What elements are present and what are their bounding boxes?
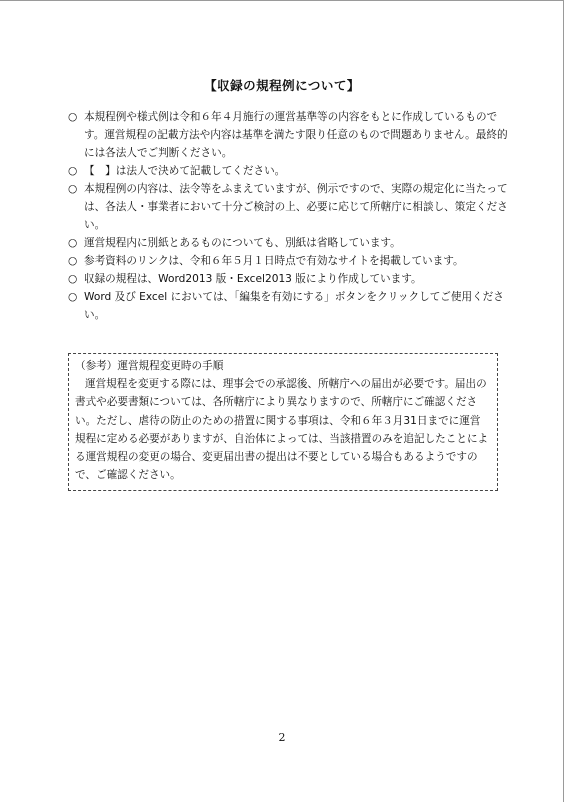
circle-bullet-icon: ○ [68,183,78,195]
list-item [68,162,508,180]
list-item [68,234,508,252]
note-text: 参考資料のリンクは、令和６年５月１日時点で有効なサイトを掲載しています。 [84,255,464,267]
list-item [68,288,508,324]
page-number: 2 [278,731,286,744]
note-text: 運営規程内に別紙とあるものについても、別紙は省略しています。 [84,237,401,249]
list-item [68,252,508,270]
reference-heading: （参考）運営規程変更時の手順 [75,360,224,372]
note-text: 本規程例の内容は、法令等をふまえていますが、例示ですので、実際の規定化に当たっては、各法人・事業者において十分ご検討の上、必要に応じて所轄庁に相談し、策定ください。 [84,183,508,231]
circle-bullet-icon: ○ [68,291,78,303]
list-item [68,108,508,162]
reference-body: 運営規程を変更する際には、理事会での承認後、所轄庁への届出が必要です。届出の書式や必要書類については、各所轄庁により異なりますので、所轄庁にご確認ください。ただし、虐待の防止のための措置に関する事項は、令和６年３月31日までに運営規程に定める必要がありますが、自治体によっては、当該措置のみを追記したことによる運営規程の変更の場合、変更届出書の提出は不要としている場合もあるようですので、ご確認ください。 [75,378,489,482]
reference-box [68,353,498,491]
notes-list [68,108,508,324]
circle-bullet-icon: ○ [68,273,78,285]
page-border-top [0,0,564,1]
note-text: 本規程例や様式例は令和６年４月施行の運営基準等の内容をもとに作成しているものです。運営規程の記載方法や内容は基準を満たす限り任意のもので問題ありません。最終的には各法人でご判断ください。 [84,111,508,159]
list-item [68,180,508,234]
circle-bullet-icon: ○ [68,237,78,249]
note-text: Word 及び Excel においては、「編集を有効にする」ボタンをクリックしてご使用ください。 [84,291,504,321]
page-title: 【収録の規程例について】 [204,78,360,93]
note-text: 【 】は法人で決めて記載してください。 [84,165,286,177]
note-text: 収録の規程は、Word2013 版・Excel2013 版により作成しています。 [84,273,422,285]
circle-bullet-icon: ○ [68,255,78,267]
circle-bullet-icon: ○ [68,111,78,123]
list-item [68,270,508,288]
circle-bullet-icon: ○ [68,165,78,177]
